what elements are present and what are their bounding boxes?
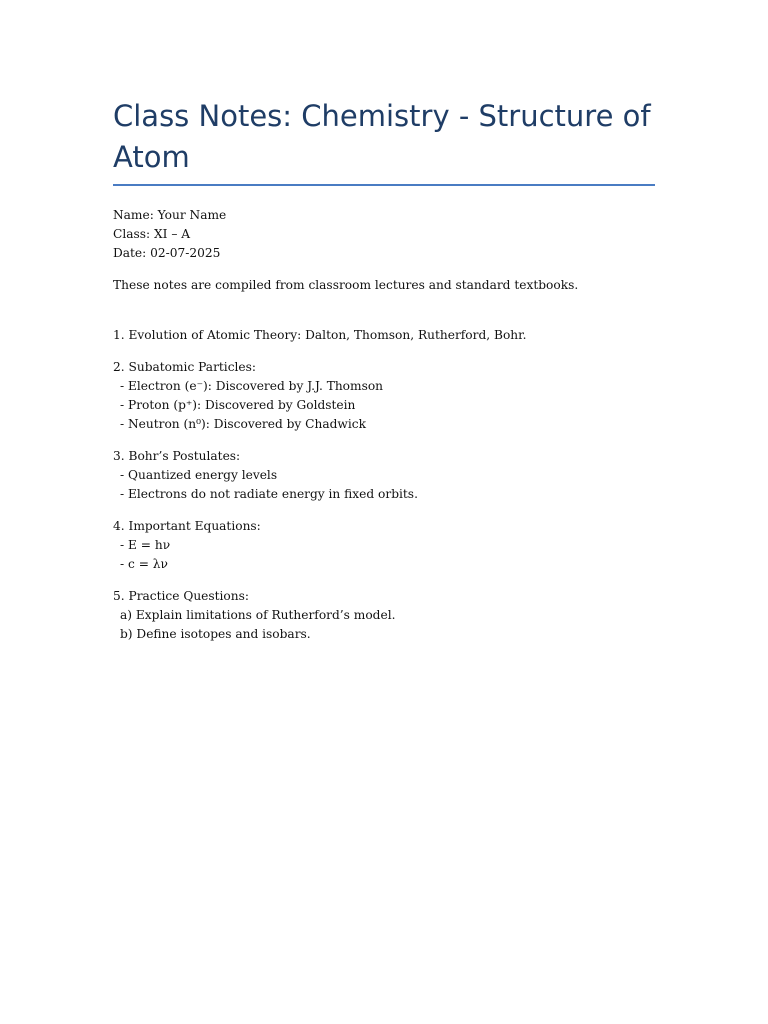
section-heading: 5. Practice Questions: — [113, 589, 249, 603]
section-important-equations — [113, 517, 655, 574]
section-practice-questions — [113, 587, 655, 644]
list-item: b) Define isotopes and isobars. — [120, 627, 311, 641]
section-heading: 1. Evolution of Atomic Theory: Dalton, Thomson, Rutherford, Bohr. — [113, 328, 527, 342]
list-item: - Quantized energy levels — [120, 468, 278, 482]
document-title: Class Notes: Chemistry - Structure of Atom — [113, 96, 655, 186]
class-line: Class: XI – A — [113, 227, 191, 241]
section-bohr-postulates — [113, 447, 655, 504]
list-item: - E = hν — [120, 538, 171, 552]
list-item: - Electrons do not radiate energy in fixed orbits. — [120, 487, 418, 501]
student-details — [113, 206, 655, 263]
intro-paragraph: These notes are compiled from classroom lectures and standard textbooks. — [113, 278, 579, 292]
list-item: - Electron (e⁻): Discovered by J.J. Thomson — [120, 379, 384, 393]
section-heading: 4. Important Equations: — [113, 519, 261, 533]
section-heading: 3. Bohr’s Postulates: — [113, 449, 241, 463]
list-item: - Neutron (n⁰): Discovered by Chadwick — [120, 417, 366, 431]
list-item: a) Explain limitations of Rutherford’s model. — [120, 608, 396, 622]
document-page — [113, 96, 655, 657]
list-item: - Proton (p⁺): Discovered by Goldstein — [120, 398, 356, 412]
notes-sections — [113, 326, 655, 644]
name-line: Name: Your Name — [113, 208, 227, 222]
date-line: Date: 02-07-2025 — [113, 246, 221, 260]
section-atomic-theory — [113, 326, 655, 345]
section-subatomic-particles — [113, 358, 655, 434]
list-item: - c = λν — [120, 557, 168, 571]
section-heading: 2. Subatomic Particles: — [113, 360, 256, 374]
